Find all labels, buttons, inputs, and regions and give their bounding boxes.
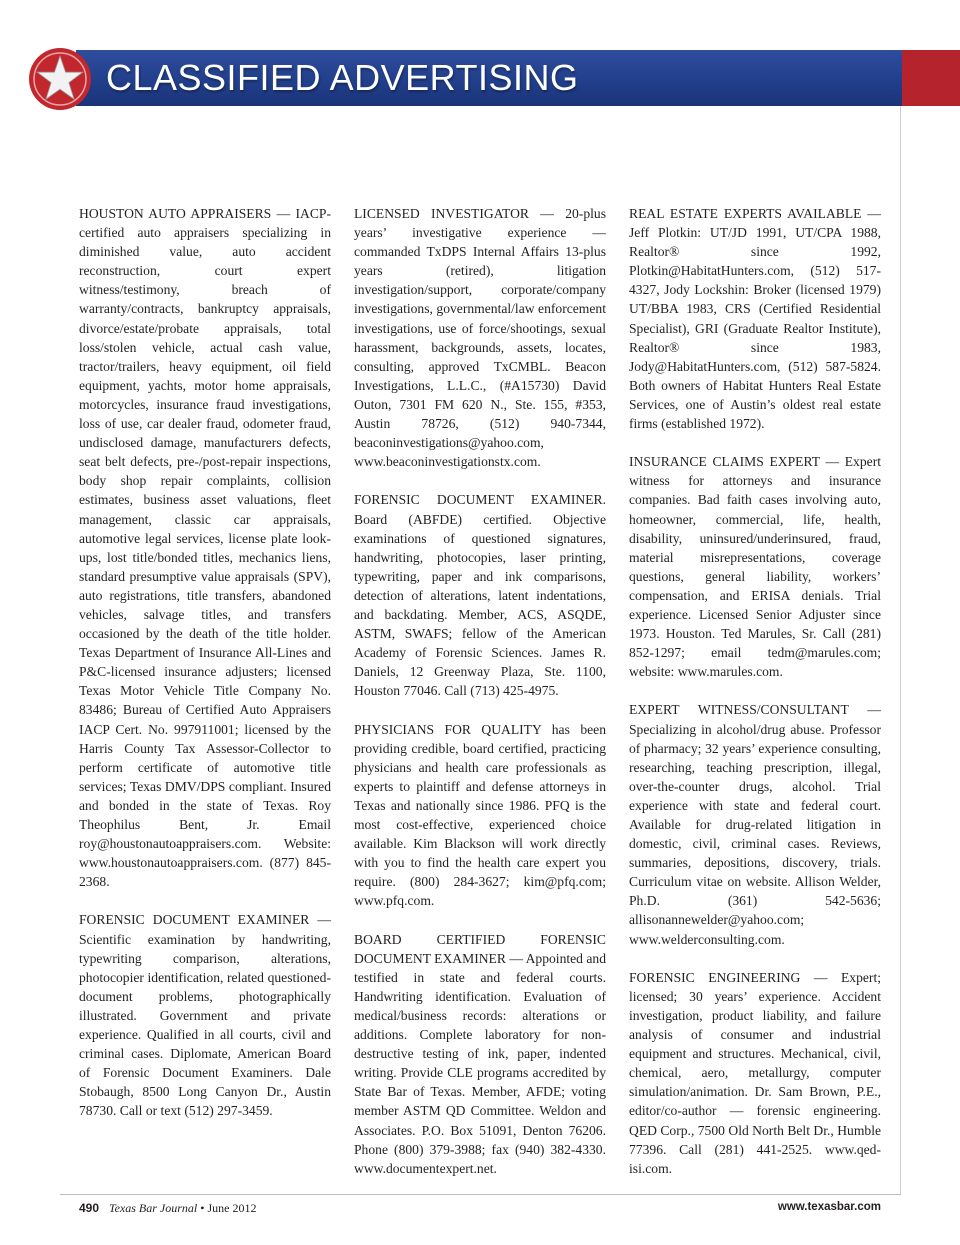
classified-ad [79, 204, 331, 891]
ad-heading: FORENSIC DOCUMENT EXAMINER. [354, 492, 606, 508]
column-2 [354, 204, 606, 1197]
classified-ad [629, 204, 881, 433]
ad-body: — Appointed and testified in state and federal courts. Handwriting identification. Evaluation of medical/business records: alterations or additions. Complete laboratory for non-destructive testing of ink, paper, indented writing. Provide CLE programs accredited by State Bar of Texas. Member, AFDE; voting member ASTM QD Committee. Weldon and Associates. P.O. Box 51091, Denton 76206. Phone (800) 379-3988; fax (940) 382-4330. www.documentexpert.net. [354, 950, 607, 1176]
ad-heading: HOUSTON AUTO APPRAISERS [79, 206, 272, 221]
ad-heading: FORENSIC DOCUMENT EXAMINER [79, 912, 310, 928]
ad-heading: PHYSICIANS FOR QUALITY [354, 721, 542, 737]
ad-heading: LICENSED INVESTIGATOR [354, 206, 529, 221]
ad-heading: BOARD CERTIFIED FORENSIC DOCUMENT EXAMINER [354, 931, 606, 966]
ad-body: — Scientific examination by handwriting, typewriting comparison, alterations, photocopier identification, related questioned-document problems, photographically illustrated. Government and private experience. Qualified in all courts, civil and criminal cases. Diplomate, American Board of Forensic Document Examiners. Dale Stobaugh, 8500 Long Canyon Dr., Austin 78730. Call or text (512) 297-3459. [79, 912, 331, 1119]
column-3 [629, 204, 881, 1197]
ad-heading: INSURANCE CLAIMS EXPERT [629, 454, 820, 470]
ad-body: — Expert witness for attorneys and insurance companies. Bad faith cases involving auto, homeowner, commercial, life, health, disability, uninsured/underinsured, fraud, material misrepresentations, coverage questions, general liability, workers’ compensation, and ERISA denials. Trial experience. Licensed Senior Adjuster since 1973. Houston. Ted Marules, Sr. Call (281) 852-1297; email tedm@marules.com; website: www.marules.com. [629, 454, 881, 680]
classified-ad [354, 720, 606, 911]
ad-body: — 20-plus years’ investigative experience — commanded TxDPS Internal Affairs 13-plus years (retired), litigation investigation/support, corporate/company investigations, governmental/law enforcement investigations, use of force/shootings, sexual harassment, backgrounds, assets, locates, consulting, approved TxCMBL. Beacon Investigations, L.L.C., (#A15730) David Outon, 7301 FM 620 N., Ste. 155, #353, Austin 78726, (512) 940-7344, beaconinvestigations@yahoo.com, www.beaconinvestigationstx.com. [354, 206, 606, 470]
ad-body: has been providing credible, board certified, practicing physicians and health care professionals as experts to plaintiff and defense attorneys in Texas and nationally since 1986. PFQ is the most cost-effective, experienced choice available. Kim Blackson will work directly with you to find the health care expert you require. (800) 284-3627; kim@pfq.com; www.pfq.com. [354, 721, 606, 909]
classified-ad [629, 700, 881, 948]
ad-body: — Expert; licensed; 30 years’ experience. Accident investigation, product liability, and failure analysis of consumer and industrial equipment and structures. Mechanical, civil, chemical, aero, metallurgy, computer simulation/animation. Dr. Sam Brown, P.E., editor/co-author — forensic engineering. QED Corp., 7500 Old North Belt Dr., Humble 77396. Call (281) 441-2525. www.qed-isi.com. [629, 969, 882, 1176]
ad-body: — IACP-certified auto appraisers specializing in diminished value, auto accident reconstruction, court expert witness/testimony, breach of warranty/contracts, bankruptcy appraisals, divorce/estate/probate appraisals, total loss/stolen vehicle, actual cash value, tractor/trailers, heavy equipment, oil field equipment, yachts, motor home appraisals, motorcycles, insurance fraud investigations, loss of use, car dealer fraud, odometer fraud, undisclosed damage, manufacturers defects, seat belt defects, pre-/post-repair inspections, body shop repair complaints, collision estimates, business asset valuations, fleet management, classic car appraisals, automotive legal services, license plate look-ups, lost title/bonded titles, mechanics liens, standard presumptive value appraisals (SPV), auto registrations, title transfers, abandoned vehicles, salvage titles, and transfers occasioned by the death of the title holder. Texas Department of Insurance All-Lines and P&C-licensed insurance adjusters; licensed Texas Motor Vehicle Title Company No. 83486; Bureau of Certified Auto Appraisers IACP Cert. No. 997911001; licensed by the Harris County Tax Assessor-Collector to perform certificate of automotive title services; Texas DMV/DPS compliant. Insured and bonded in the state of Texas. Roy Theophilus Bent, Jr. Email roy@houstonautoappraisers.com. Website: www.houstonautoappraisers.com. (877) 845-2368. [79, 206, 331, 890]
ad-heading: REAL ESTATE EXPERTS AVAILABLE [629, 206, 862, 221]
classified-ad [354, 490, 606, 700]
journal-name: Texas Bar Journal [109, 1201, 198, 1215]
issue-date: • June 2012 [197, 1201, 257, 1215]
classified-ad [79, 910, 331, 1120]
header-accent-block [902, 50, 960, 106]
classified-ad [629, 452, 881, 681]
ad-body: Board (ABFDE) certified. Objective examinations of questioned signatures, handwriting, photocopies, laser printing, typewriting, paper and ink comparisons, detection of alterations, latent indentations, and backdating. Member, ACS, ASQDE, ASTM, SWAFS; fellow of the American Academy of Forensic Sciences. James R. Daniels, 12 Greenway Plaza, Ste. 1100, Houston 77046. Call (713) 425-4975. [354, 511, 606, 699]
classified-ad [354, 204, 606, 471]
star-seal-icon [28, 47, 92, 111]
classified-ad [629, 968, 881, 1178]
ad-body: — Jeff Plotkin: UT/JD 1991, UT/CPA 1988, Realtor® since 1992, Plotkin@HabitatHunters.com, (512) 517-4327, Jody Lockshin: Broker (licensed 1979) UT/BBA 1983, CRS (Certified Residential Specialist), GRI (Graduate Realtor Institute), Realtor® since 1983, Jody@HabitatHunters.com, (512) 587-5824. Both owners of Habitat Hunters Real Estate Services, one of Austin’s oldest real estate firms (established 1972). [629, 206, 881, 432]
footer-citation [79, 1201, 256, 1216]
ad-heading: EXPERT WITNESS/CONSULTANT [629, 702, 849, 718]
classified-ad [354, 930, 606, 1178]
footer-website-link[interactable]: www.texasbar.com [777, 1201, 881, 1213]
column-1 [79, 204, 331, 1140]
page-title: CLASSIFIED ADVERTISING [106, 57, 579, 98]
ad-heading: FORENSIC ENGINEERING [629, 969, 801, 985]
ad-body: — Specializing in alcohol/drug abuse. Professor of pharmacy; 32 years’ experience consulting, researching, teaching prescription, illegal, over-the-counter drugs, alcohol. Trial experience with state and federal court. Available for drug-related litigation in domestic, civil, criminal cases. Reviews, summaries, depositions, discovery, trials. Curriculum vitae on website. Allison Welder, Ph.D. (361) 542-5636; allisonannewelder@yahoo.com; www.welderconsulting.com. [629, 702, 881, 947]
frame-divider-right [900, 106, 901, 1194]
page-number: 490 [79, 1201, 100, 1215]
